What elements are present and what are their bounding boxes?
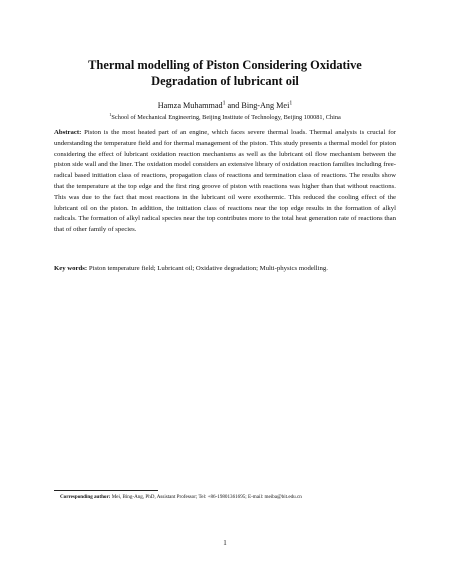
affiliation-text: School of Mechanical Engineering, Beijing Institute of Technology, Beijing 100081, China bbox=[111, 114, 341, 121]
affiliation bbox=[40, 113, 410, 122]
author-name: Bing-Ang Mei bbox=[241, 101, 290, 110]
footnote-label: Corresponding author: bbox=[60, 494, 111, 500]
author-connector: and bbox=[225, 101, 242, 110]
abstract-label: Abstract: bbox=[54, 129, 82, 136]
footnote-text: Mei, Bing-Ang, PhD, Assistant Professor; Tel: +86-19801361695; E-mail: meiba@bit.edu.cn bbox=[111, 494, 302, 500]
author-affiliation-marker: 1 bbox=[222, 100, 226, 107]
abstract-text: Piston is the most heated part of an engine, which faces severe thermal loads. Thermal analysis is crucial for understanding the temperature field and for thermal management of the piston. This study presents a thermal model for piston considering the effect of lubricant oxidation reaction mechanisms as well as the lubricant oil flow mechanism between the piston side wall and the liner. The oxidation model considers an extensive library of oxidation reaction families including free-radical based initiation class of reactions, propagation class of reactions and termination class of reactions. The results show that the temperature at the top edge and the first ring groove of piston with reactions was higher than that without reactions. This was due to the fact that most reactions in the lubricant oil were exothermic. This reduced the cooling effect of the lubricant oil on the piston. In addition, the initiation class of reactions near the top edge results in the formation of alkyl radicals. The formation of alkyl radical species near the top contributes more to the total heat generation rate of reactions than that of other family of species. bbox=[54, 129, 396, 234]
footnote bbox=[60, 494, 400, 501]
page-number: 1 bbox=[223, 539, 227, 547]
paper-title bbox=[40, 57, 410, 89]
author-list bbox=[40, 100, 410, 111]
author-affiliation-marker: 1 bbox=[289, 100, 293, 107]
footnote-divider bbox=[54, 490, 158, 491]
abstract bbox=[54, 128, 396, 236]
title-line-1: Thermal modelling of Piston Considering Oxidative bbox=[88, 58, 362, 72]
author-name: Hamza Muhammad bbox=[157, 101, 223, 110]
keywords bbox=[54, 264, 396, 274]
title-line-2: Degradation of lubricant oil bbox=[151, 74, 299, 88]
keywords-text: Piston temperature field; Lubricant oil; Oxidative degradation; Multi-physics modelling. bbox=[88, 265, 328, 272]
affiliation-marker: 1 bbox=[109, 111, 112, 117]
keywords-label: Key words: bbox=[54, 265, 88, 272]
